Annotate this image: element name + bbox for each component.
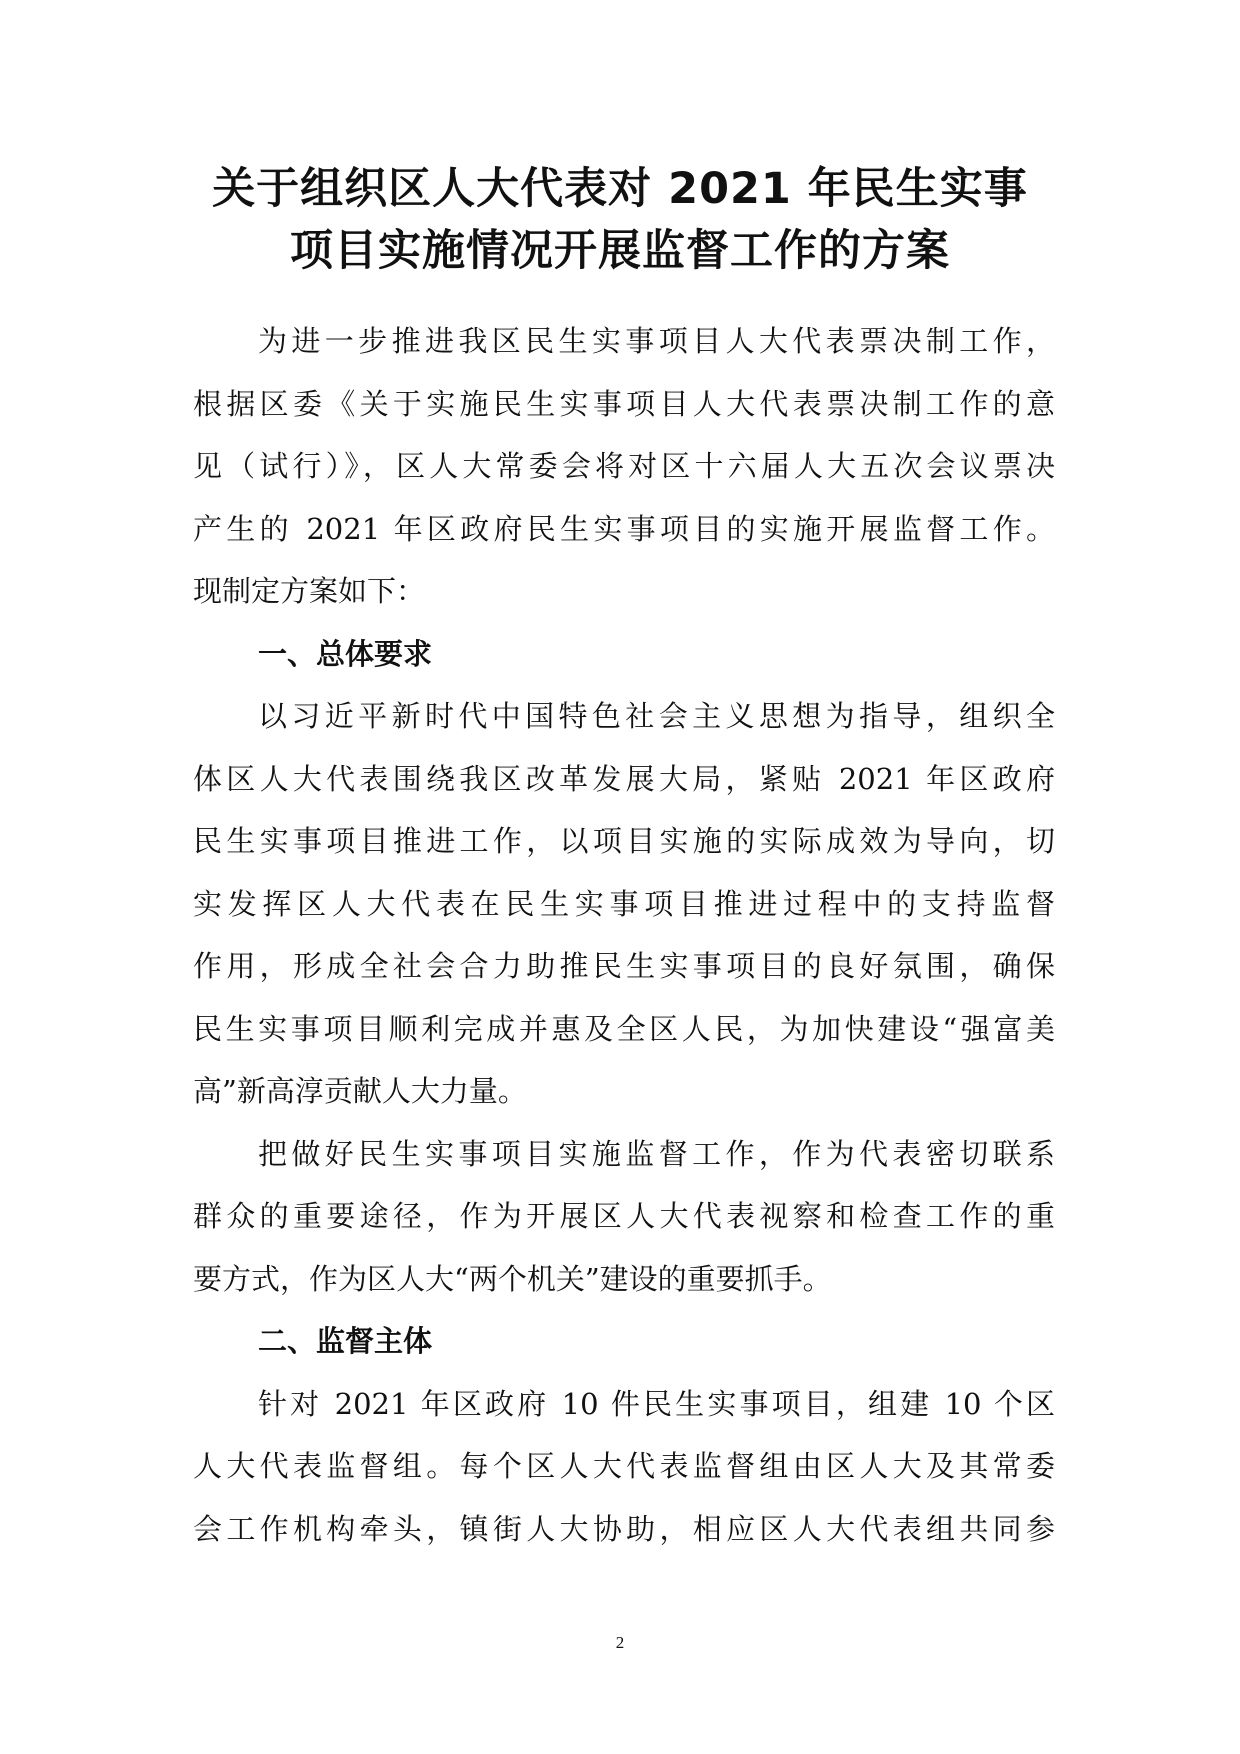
paragraph-2-line-5: 作用，形成全社会合力助推民生实事项目的良好氛围，确保 [193, 949, 1055, 983]
paragraph-1-line-2: 根据区委《关于实施民生实事项目人大代表票决制工作的意 [193, 386, 1055, 421]
paragraph-1-line-5: 现制定方案如下： [193, 574, 426, 608]
paragraph-1-line-1: 为进一步推进我区民生实事项目人大代表票决制工作， [258, 324, 1055, 358]
paragraph-2-line-1: 以习近平新时代中国特色社会主义思想为指导，组织全 [258, 699, 1055, 733]
document-title-line-1: 关于组织区人大代表对 2021 年民生实事 [212, 164, 1028, 214]
paragraph-2-line-7: 高”新高淳贡献人大力量。 [193, 1074, 527, 1108]
paragraph-2-line-4: 实发挥区人大代表在民生实事项目推进过程中的支持监督 [193, 886, 1055, 921]
paragraph-3-line-3: 要方式，作为区人大“两个机关”建设的重要抓手。 [193, 1261, 832, 1296]
section-heading-1: 一、总体要求 [258, 636, 433, 671]
paragraph-2-line-3: 民生实事项目推进工作，以项目实施的实际成效为导向，切 [193, 824, 1055, 858]
paragraph-4-line-2: 人大代表监督组。每个区人大代表监督组由区人大及其常委 [193, 1449, 1055, 1483]
paragraph-2-line-6: 民生实事项目顺利完成并惠及全区人民，为加快建设“强富美 [193, 1011, 1055, 1046]
document-title-line-2: 项目实施情况开展监督工作的方案 [290, 226, 950, 276]
page-number: 2 [615, 1633, 625, 1652]
document-body [193, 310, 1055, 1560]
paragraph-4-line-1: 针对 2021 年区政府 10 件民生实事项目，组建 10 个区 [258, 1386, 1055, 1421]
paragraph-4-line-3: 会工作机构牵头，镇街人大协助，相应区人大代表组共同参 [193, 1511, 1055, 1546]
paragraph-3-line-1: 把做好民生实事项目实施监督工作，作为代表密切联系 [258, 1136, 1055, 1171]
paragraph-3-line-2: 群众的重要途径，作为开展区人大代表视察和检查工作的重 [193, 1199, 1055, 1233]
section-heading-2: 二、监督主体 [258, 1324, 433, 1358]
paragraph-2-line-2: 体区人大代表围绕我区改革发展大局，紧贴 2021 年区政府 [193, 761, 1055, 796]
paragraph-1-line-3: 见（试行）》，区人大常委会将对区十六届人大五次会议票决 [193, 449, 1055, 483]
paragraph-1-line-4: 产生的 2021 年区政府民生实事项目的实施开展监督工作。 [193, 511, 1055, 546]
